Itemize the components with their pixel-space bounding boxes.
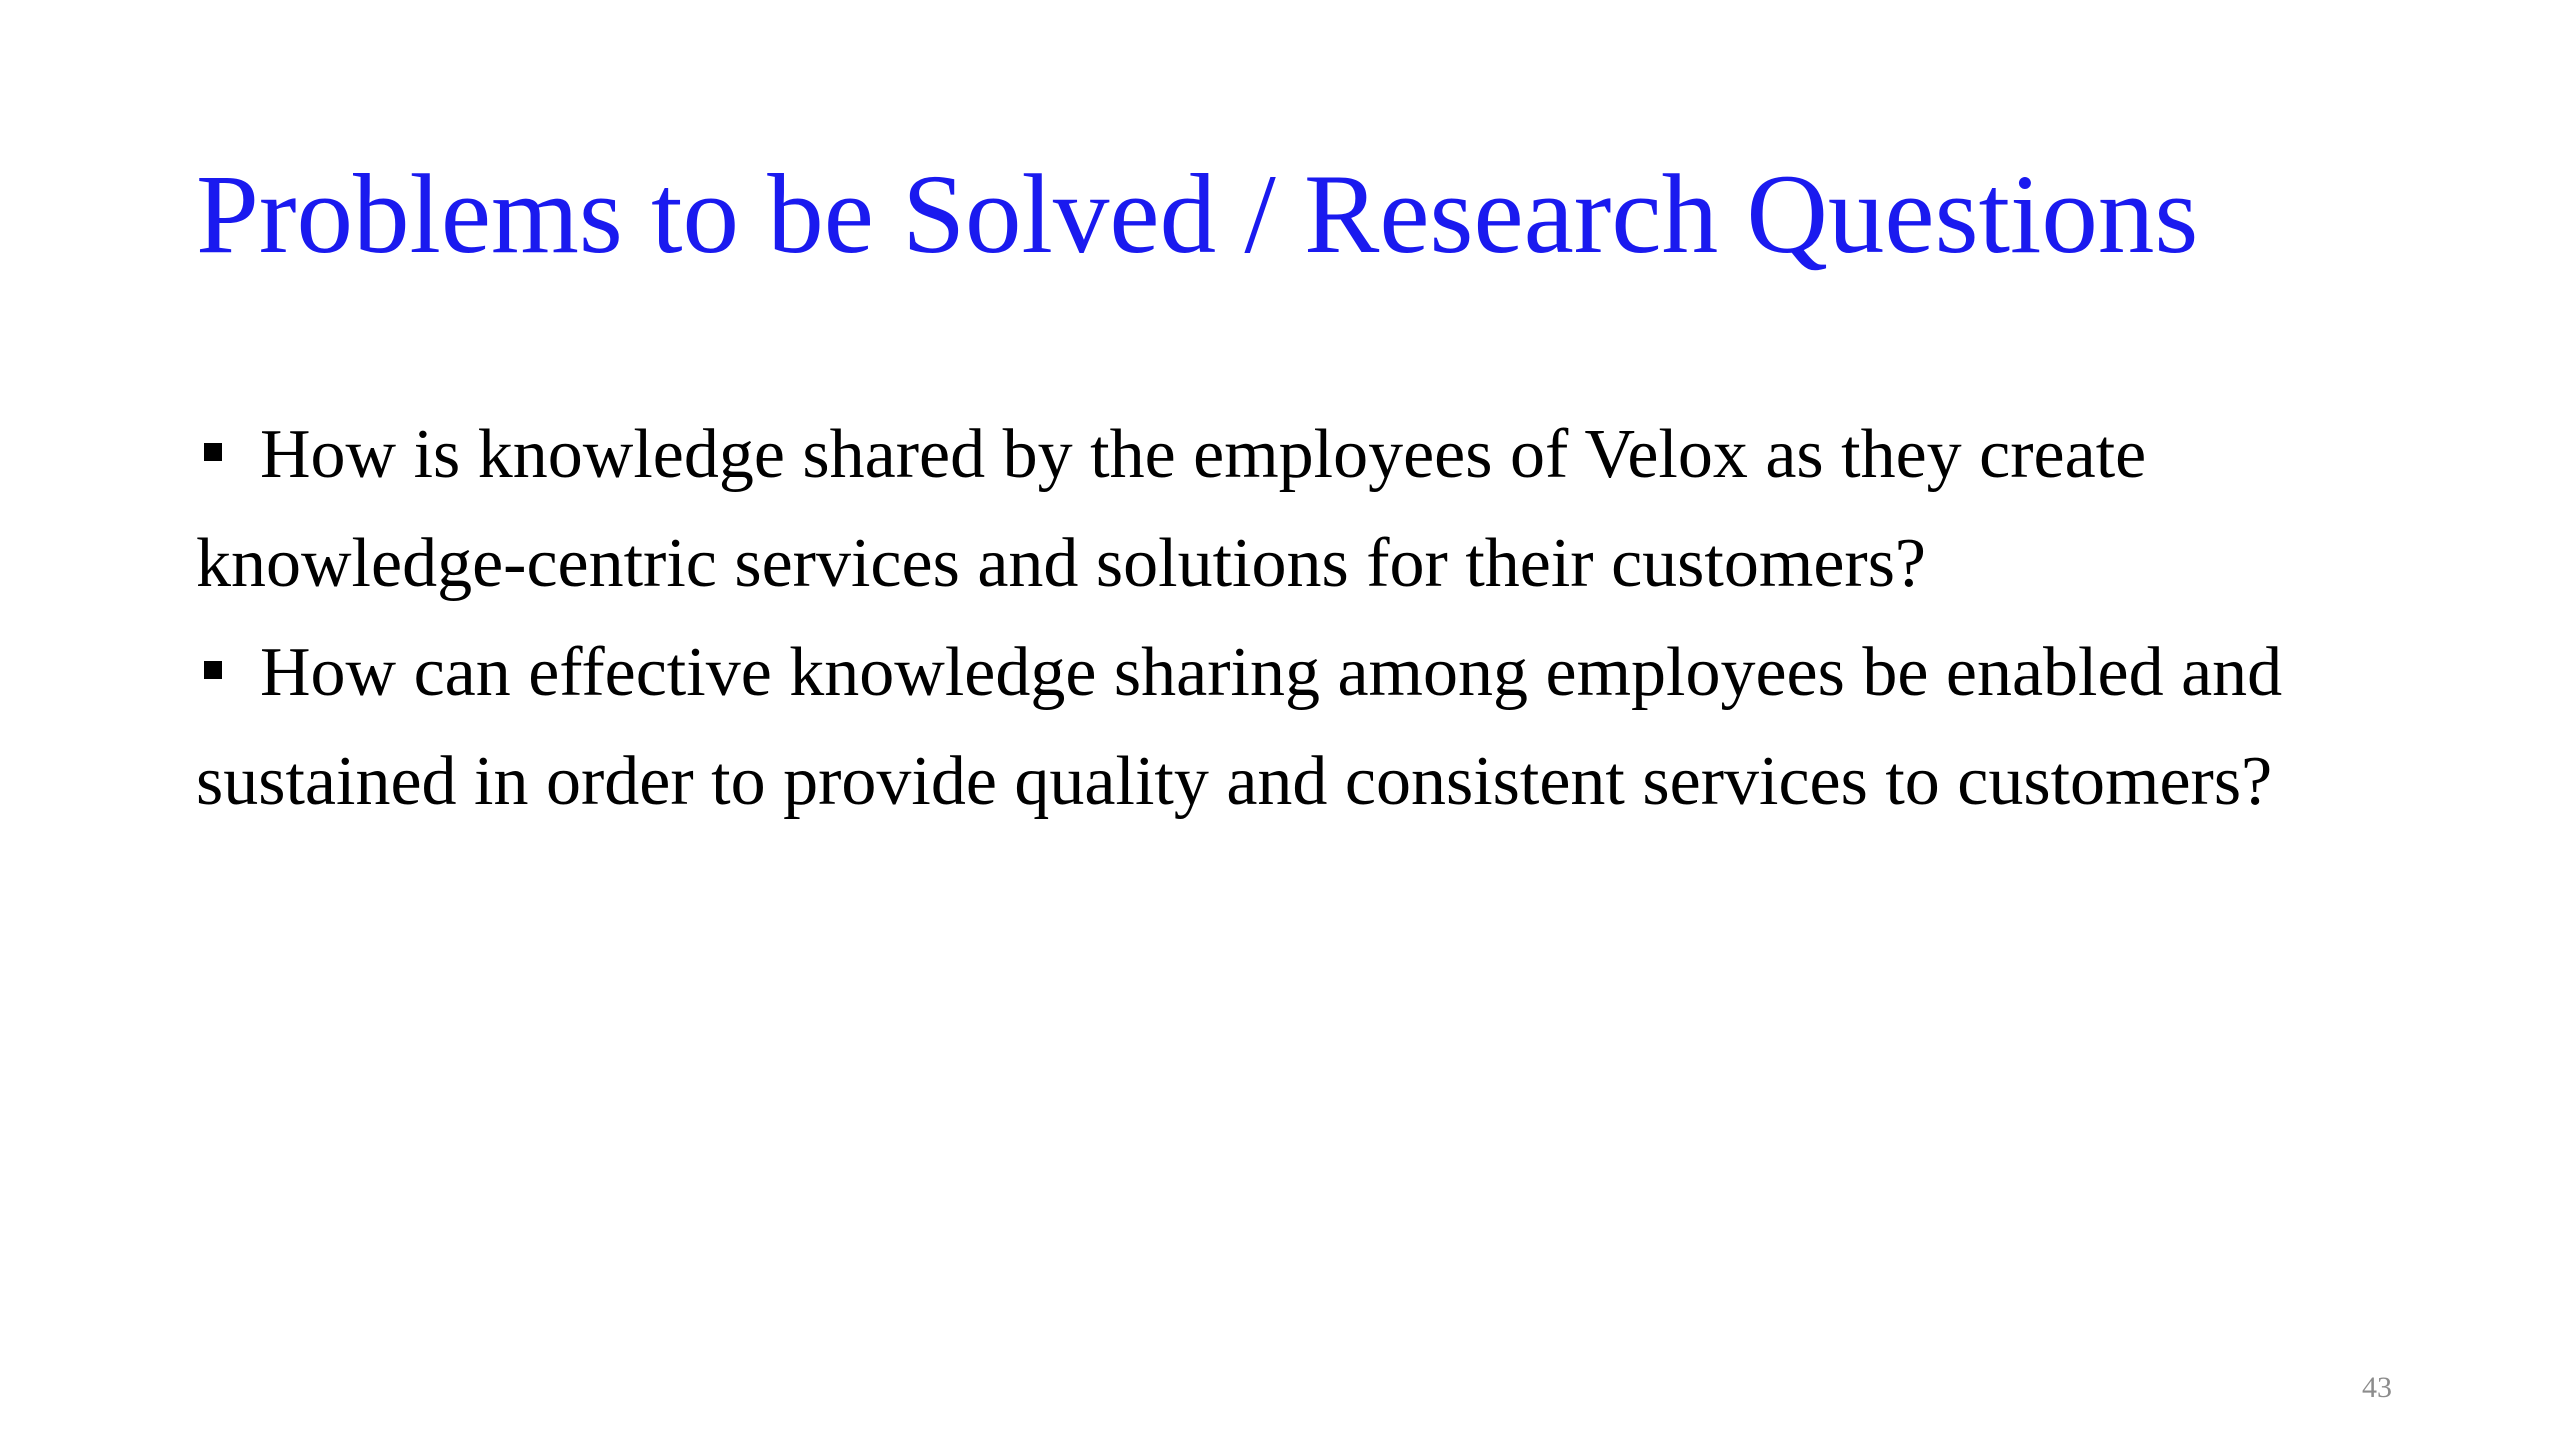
bullet-text-2: How can effective knowledge sharing among employees be enabled and sustained in order to provide quality and consistent services to customers? <box>196 634 2283 820</box>
bullet-item-2 <box>196 618 2416 836</box>
bullet-list <box>196 400 2416 836</box>
page-number: 43 <box>2362 1371 2392 1404</box>
square-bullet-icon <box>204 661 222 679</box>
bullet-text-1: How is knowledge shared by the employees of Velox as they create knowledge-centric services and solutions for their customers? <box>196 416 2147 602</box>
slide-title: Problems to be Solved / Research Questions <box>196 152 2199 277</box>
bullet-item-1 <box>196 400 2416 618</box>
square-bullet-icon <box>204 443 222 461</box>
